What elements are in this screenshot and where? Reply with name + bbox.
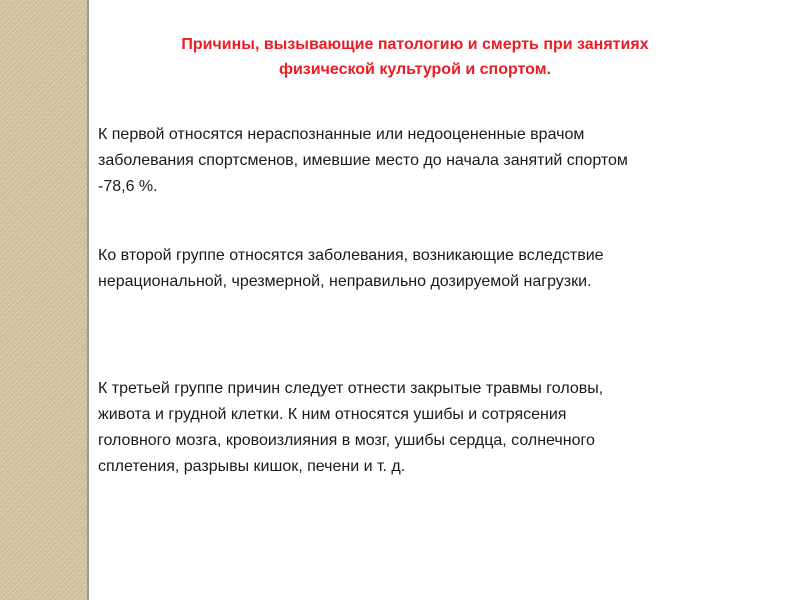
paragraph-line: нерациональной, чрезмерной, неправильно дозируемой нагрузки. [98, 273, 592, 290]
title-line-2: физической культурой и спортом. [278, 61, 552, 78]
paragraph-line: головного мозга, кровоизлияния в мозг, ушибы сердца, солнечного [98, 432, 595, 449]
paragraph-line: -78,6 %. [98, 178, 158, 195]
paragraph-third-group [98, 376, 798, 480]
paragraph-line: живота и грудной клетки. К ним относятся ушибы и сотрясения [98, 406, 567, 423]
decorative-side-band [0, 0, 87, 600]
paragraph-first-group [98, 122, 798, 200]
paragraph-line: К третьей группе причин следует отнести закрытые травмы головы, [98, 380, 604, 397]
side-divider-line [87, 0, 89, 600]
paragraph-line: Ко второй группе относятся заболевания, возникающие вследствие [98, 247, 604, 264]
paragraph-second-group [98, 243, 798, 295]
title-line-1: Причины, вызывающие патологию и смерть при занятиях [181, 36, 649, 53]
paragraph-line: К первой относятся нераспознанные или недооцененные врачом [98, 126, 585, 143]
paragraph-line: сплетения, разрывы кишок, печени и т. д. [98, 458, 406, 475]
slide-title [110, 32, 720, 82]
paragraph-line: заболевания спортсменов, имевшие место до начала занятий спортом [98, 152, 628, 169]
